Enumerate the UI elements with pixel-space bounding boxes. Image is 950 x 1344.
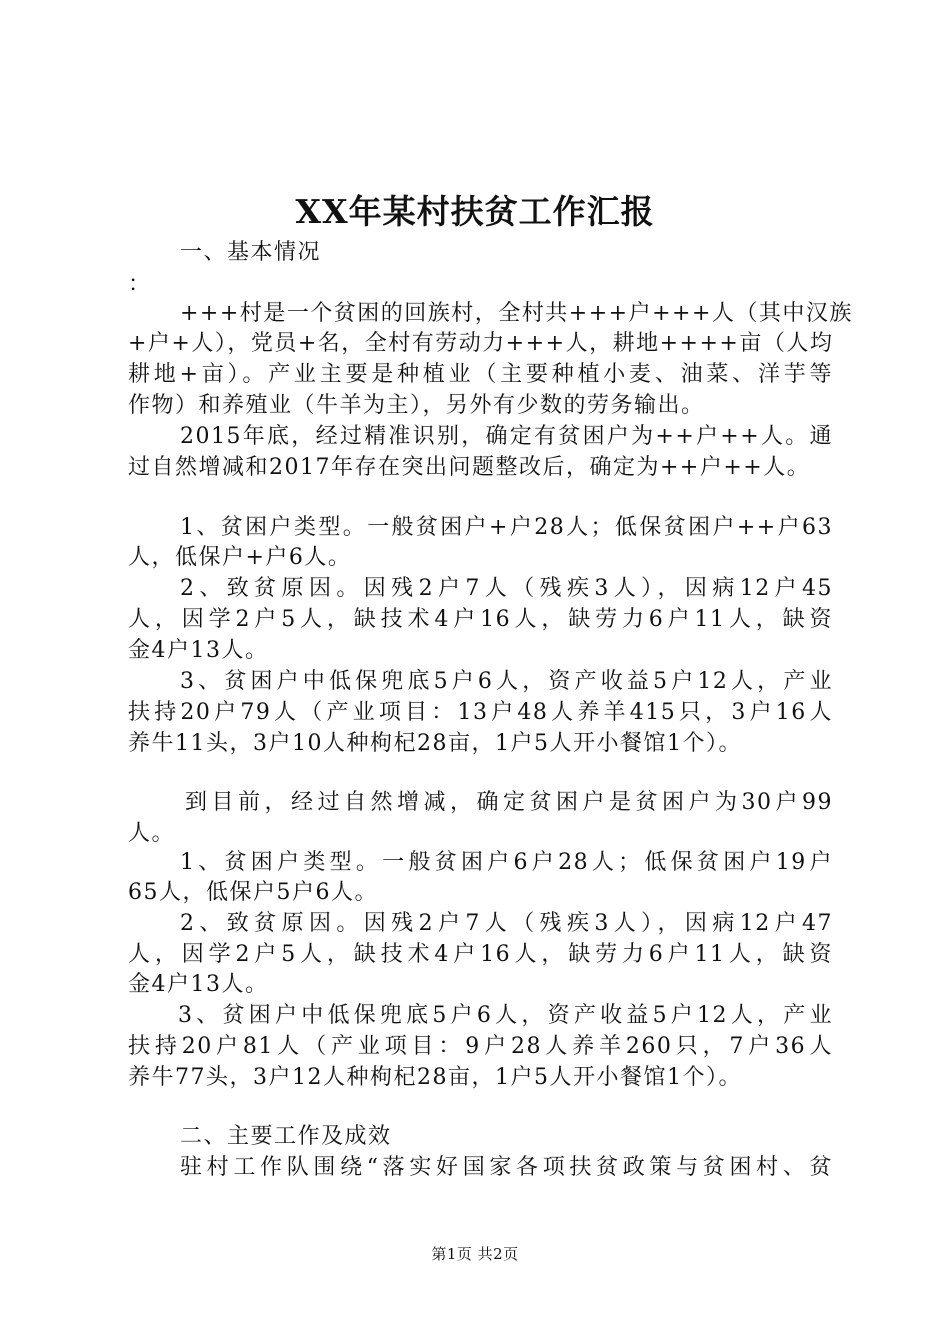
list-item-line: 人，低保户+户6人。: [128, 545, 352, 570]
list-item-line: 1、贫困户类型。一般贫困户+户28人；低保贫困户++户63: [180, 515, 833, 540]
list-item-line: 扶持20户79人（产业项目：13户48人养羊415只，3户16人: [128, 700, 833, 725]
list-item-line: 人，因学2户5人，缺技术4户16人，缺劳力6户11人，缺资: [128, 942, 833, 967]
section-heading-basic: 一、基本情况: [180, 240, 322, 265]
paragraph-line: +++村是一个贫困的回族村，全村共+++户+++人（其中汉族: [180, 301, 853, 326]
list-item-line: 3、贫困户中低保兜底5户6人，资产收益5户12人，产业: [178, 1003, 833, 1028]
paragraph-line: 耕地+亩）。产业主要是种植业（主要种植小麦、油菜、洋芋等: [128, 362, 833, 387]
list-item-line: 金4户13人。: [128, 638, 269, 663]
document-title: XX年某村扶贫工作汇报: [295, 192, 655, 231]
paragraph-line: 2015年底，经过精准识别，确定有贫困户为++户++人。通: [180, 424, 833, 449]
list-item-line: 3、贫困户中低保兜底5户6人，资产收益5户12人，产业: [180, 669, 833, 694]
section-heading-work: 二、主要工作及成效: [180, 1124, 392, 1149]
paragraph-line: 过自然增减和2017年存在突出问题整改后，确定为++户++人。: [128, 455, 811, 480]
list-item-line: 65人，低保户5户6人。: [128, 880, 378, 905]
list-item-line: 养牛11头，3户10人种枸杞28亩，1户5人开小餐馆1个）。: [128, 731, 742, 756]
paragraph-line: +户+人），党员+名，全村有劳动力+++人，耕地++++亩（人均: [128, 331, 834, 356]
paragraph-line: 人。: [128, 821, 176, 846]
list-item-line: 人，因学2户5人，缺技术4户16人，缺劳力6户11人，缺资: [128, 607, 833, 632]
paragraph-line: 作物）和养殖业（牛羊为主），另外有少数的劳务输出。: [128, 393, 705, 418]
list-item-line: 养牛77头，3户12人种枸杞28亩，1户5人开小餐馆1个）。: [128, 1065, 742, 1090]
list-item-line: 金4户13人。: [128, 972, 269, 997]
list-item-line: 扶持20户81人（产业项目：9户28人养羊260只，7户36人: [128, 1034, 833, 1059]
page-number-footer: 第1页 共2页: [431, 1245, 519, 1263]
paragraph-line: 到目前，经过自然增减，确定贫困户是贫困户为30户99: [185, 790, 833, 815]
paragraph-line: 驻村工作队围绕“落实好国家各项扶贫政策与贫困村、贫: [180, 1155, 833, 1180]
colon-line: ：: [128, 272, 152, 297]
list-item-line: 2、致贫原因。因残2户7人（残疾3人），因病12户47: [180, 911, 833, 936]
list-item-line: 2、致贫原因。因残2户7人（残疾3人），因病12户45: [180, 576, 833, 601]
list-item-line: 1、贫困户类型。一般贫困户6户28人；低保贫困户19户: [180, 850, 833, 875]
